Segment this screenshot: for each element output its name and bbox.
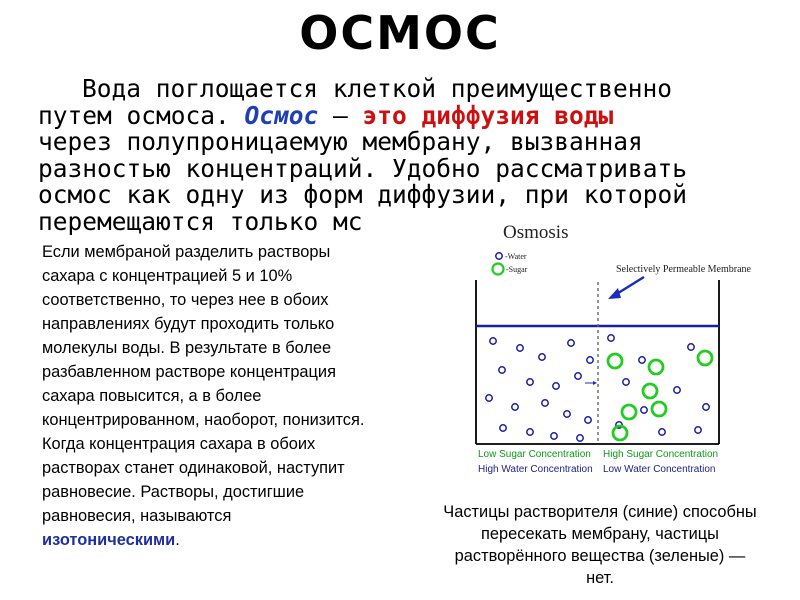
main-line-2-dash: —	[318, 100, 363, 130]
side-line-4: направлениях будут проходить только	[42, 315, 335, 333]
water-molecule	[517, 345, 523, 351]
left-label-top: Low Sugar Concentration	[478, 449, 591, 460]
main-line-3: через полупроницаемую мембрану, вызванная	[38, 127, 643, 156]
membrane-label: Selectively Permeable Membrane	[616, 264, 751, 275]
legend-water-icon	[496, 253, 502, 259]
sugar-molecule	[698, 351, 712, 365]
membrane-pointer-arrow	[615, 277, 644, 295]
water-molecule	[568, 340, 574, 346]
side-line-7: сахара повысится, а в более	[42, 387, 262, 405]
water-molecule	[575, 373, 581, 379]
main-line-2	[38, 100, 758, 130]
main-line-4: разностью концентраций. Удобно рассматривать	[38, 153, 688, 183]
diagram-title: Osmosis	[503, 222, 569, 243]
water-molecule	[585, 417, 591, 423]
water-molecule	[527, 429, 533, 435]
sugar-molecule	[649, 360, 663, 374]
legend-sugar-icon	[493, 264, 504, 275]
sugar-molecule	[643, 384, 657, 398]
water-molecule	[659, 429, 665, 435]
definition-highlight: это диффузия воды	[362, 100, 614, 130]
osmosis-diagram	[448, 210, 778, 500]
legend-sugar-label: -Sugar	[506, 265, 528, 274]
side-line-8: концентрированном, наоборот, понизится.	[42, 411, 365, 429]
side-line-13-end: .	[175, 531, 180, 549]
slide-title: ОСМОС	[299, 6, 501, 60]
side-line-2: сахара с концентрацией 5 и 10%	[42, 267, 293, 285]
water-molecule	[577, 435, 583, 441]
water-molecule	[499, 367, 505, 373]
main-line-5: осмос как одну из форм диффузии, при которой	[38, 180, 688, 209]
water-molecule	[703, 404, 709, 410]
main-line-1: Вода поглощается клеткой преимущественно	[82, 74, 673, 103]
side-line-1: Если мембраной разделить растворы	[42, 243, 331, 261]
side-line-5: молекулы воды. В результате в более	[42, 339, 332, 357]
beaker	[476, 280, 719, 444]
side-line-10: растворах станет одинаковой, наступит	[42, 459, 345, 477]
water-molecule	[564, 411, 570, 417]
water-molecule	[542, 400, 548, 406]
side-line-9: Когда концентрация сахара в обоих	[42, 435, 316, 453]
caption-line-2: пересекать мембрану, частицы	[481, 525, 719, 543]
water-molecule	[608, 335, 614, 341]
water-molecule	[490, 338, 496, 344]
water-molecule	[539, 354, 545, 360]
water-molecule	[551, 433, 557, 439]
caption-line-4: нет.	[586, 569, 614, 587]
caption-line-3: растворённого вещества (зеленые) —	[454, 547, 746, 565]
sugar-molecule	[608, 354, 622, 368]
water-molecule	[639, 357, 645, 363]
water-molecule	[527, 379, 533, 385]
main-line-2-start: путем осмоса.	[38, 100, 245, 130]
sugar-molecule	[652, 402, 666, 416]
osmos-term: Осмос	[244, 100, 319, 130]
right-label-top: High Sugar Concentration	[603, 449, 719, 460]
water-molecule	[674, 387, 680, 393]
figure-caption	[400, 501, 800, 589]
side-paragraph	[40, 238, 446, 552]
water-molecule	[688, 344, 694, 350]
water-molecule	[500, 425, 506, 431]
main-line-6: перемещаются только мс	[38, 206, 363, 236]
caption-line-1: Частицы растворителя (синие) способны	[443, 503, 757, 521]
sugar-molecule	[622, 405, 636, 419]
side-line-6: разбавленном растворе концентрация	[42, 363, 336, 381]
legend-water-label: -Water	[505, 252, 527, 261]
side-line-3: соответственно, то через нее в обоих	[42, 291, 329, 309]
side-line-11: равновесие. Растворы, достигшие	[42, 483, 305, 501]
side-line-13	[42, 528, 442, 552]
membrane-pointer-arrowhead	[608, 288, 621, 299]
side-line-12: равновесия, называются	[42, 507, 232, 525]
water-molecule	[553, 383, 559, 389]
isotonic-term: изотоническими	[42, 531, 176, 549]
crossing-arrowhead	[593, 381, 597, 385]
water-molecule	[587, 357, 593, 363]
right-label-bottom: Low Water Concentration	[603, 464, 716, 475]
left-label-bottom: High Water Concentration	[478, 464, 593, 475]
water-molecule	[695, 427, 701, 433]
water-molecule	[641, 407, 647, 413]
legend	[493, 252, 528, 275]
water-molecule	[512, 404, 518, 410]
water-molecule	[623, 379, 629, 385]
water-molecule	[486, 395, 492, 401]
